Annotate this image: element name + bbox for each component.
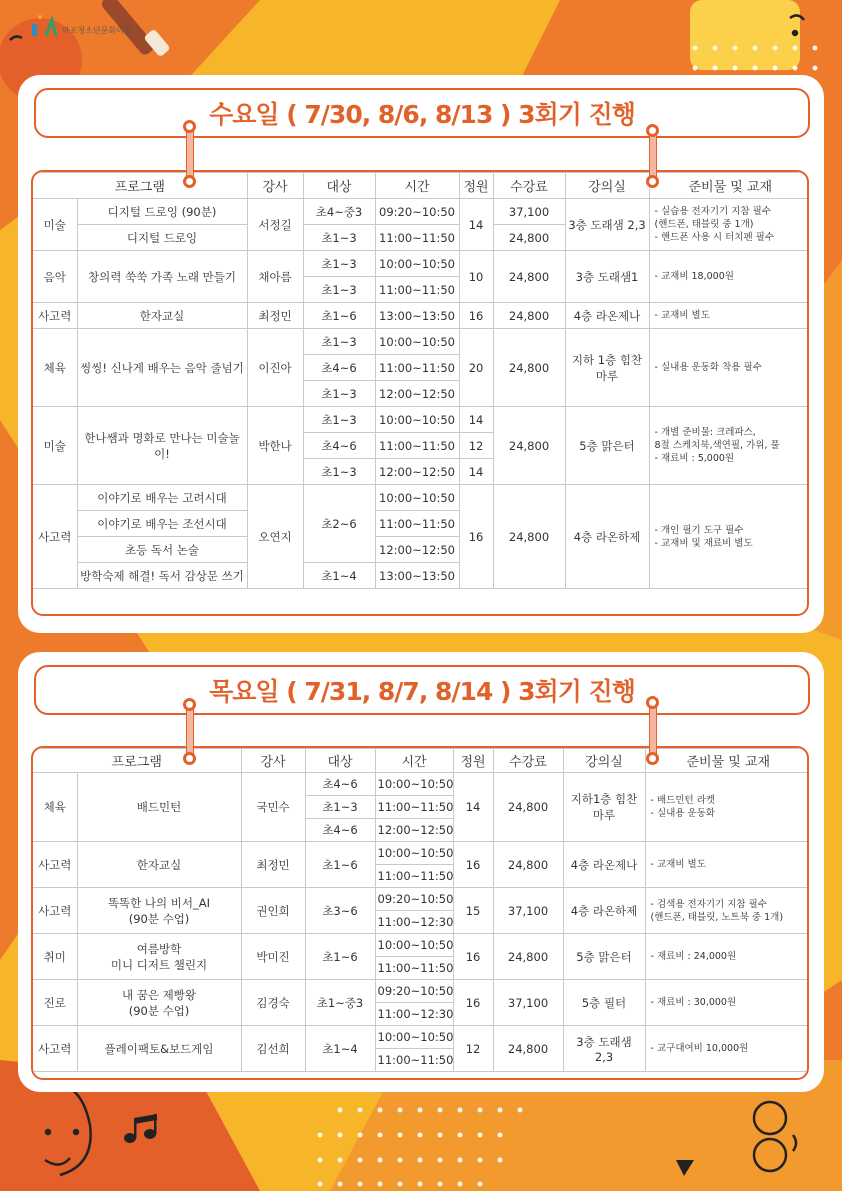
target-cell: 초4~중3: [303, 199, 375, 225]
capacity-cell: 16: [459, 303, 493, 329]
column-header: 강사: [247, 173, 303, 199]
program-cell: 한자교실: [77, 842, 241, 888]
ring-icon: [646, 752, 659, 765]
table-row: [33, 980, 809, 1003]
room-cell: 4층 라온제나: [563, 842, 645, 888]
room-cell: 4층 라온하제: [565, 485, 649, 589]
column-header: 강사: [241, 749, 305, 773]
fee-cell: 24,800: [493, 934, 563, 980]
fee-cell: 24,800: [493, 842, 563, 888]
program-cell: 똑똑한 나의 비서_AI (90분 수업): [77, 888, 241, 934]
triangle-doodle: [676, 1160, 694, 1176]
fee-cell: 24,800: [493, 329, 565, 407]
time-cell: 11:00~11:50: [375, 957, 453, 980]
program-cell: 디지털 드로잉: [77, 225, 247, 251]
fee-cell: 24,800: [493, 1026, 563, 1072]
ring-icon: [646, 696, 659, 709]
fee-cell: 37,100: [493, 888, 563, 934]
connector: [186, 706, 194, 754]
table-row: [33, 329, 809, 355]
materials-cell: - 실습용 전자기기 지참 필수 (핸드폰, 태블릿 중 1개) - 핸드폰 사용 시 터치펜 필수: [649, 199, 809, 251]
column-header: 준비물 및 교재: [649, 173, 809, 199]
capacity-cell: 16: [453, 842, 493, 888]
ring-icon: [183, 175, 196, 188]
room-cell: 4층 라온제나: [565, 303, 649, 329]
column-header: 수강료: [493, 173, 565, 199]
time-cell: 11:00~11:50: [375, 511, 459, 537]
instructor-cell: 박한나: [247, 407, 303, 485]
instructor-cell: 최정민: [247, 303, 303, 329]
column-header: 프로그램: [33, 173, 247, 199]
program-cell: 초등 독서 논술: [77, 537, 247, 563]
table-row: [33, 199, 809, 225]
capacity-cell: 12: [453, 1026, 493, 1072]
ring-icon: [183, 120, 196, 133]
materials-cell: - 배드민턴 라켓 - 실내용 운동화: [645, 773, 809, 842]
room-cell: 5층 맑은터: [563, 934, 645, 980]
capacity-cell: 10: [459, 251, 493, 303]
column-header: 강의실: [565, 173, 649, 199]
category-cell: 사고력: [33, 485, 77, 589]
time-cell: 10:00~10:50: [375, 251, 459, 277]
target-cell: 초1~3: [303, 251, 375, 277]
time-cell: 10:00~10:50: [375, 407, 459, 433]
instructor-cell: 국민수: [241, 773, 305, 842]
room-cell: 5층 필터: [563, 980, 645, 1026]
instructor-cell: 박미진: [241, 934, 305, 980]
room-cell: 4층 라온하제: [563, 888, 645, 934]
materials-cell: - 개인 필기 도구 필수 - 교재비 및 재료비 별도: [649, 485, 809, 589]
capacity-cell: 20: [459, 329, 493, 407]
target-cell: 초1~3: [303, 381, 375, 407]
target-cell: 초1~3: [303, 225, 375, 251]
room-cell: 3층 도래샘 2,3: [565, 199, 649, 251]
materials-cell: - 교재비 별도: [649, 303, 809, 329]
room-cell: 3층 도래샘 2,3: [563, 1026, 645, 1072]
table-row: [33, 888, 809, 911]
org-logo: [30, 14, 132, 38]
program-cell: 방학숙제 해결! 독서 감상문 쓰기: [77, 563, 247, 589]
category-cell: 사고력: [33, 842, 77, 888]
column-header: 수강료: [493, 749, 563, 773]
room-cell: 3층 도래샘1: [565, 251, 649, 303]
time-cell: 11:00~11:50: [375, 225, 459, 251]
program-cell: 한자교실: [77, 303, 247, 329]
time-cell: 11:00~11:50: [375, 355, 459, 381]
wednesday-table-frame: [31, 170, 809, 616]
thursday-title-box: [34, 665, 810, 715]
table-row: [33, 934, 809, 957]
table-row: [33, 485, 809, 511]
target-cell: 초1~4: [305, 1026, 375, 1072]
wednesday-title-box: [34, 88, 810, 138]
ring-icon: [183, 698, 196, 711]
target-cell: 초1~3: [303, 329, 375, 355]
program-cell: 한나쌤과 명화로 만나는 미술놀이!: [77, 407, 247, 485]
program-cell: 플레이팩토&보드게임: [77, 1026, 241, 1072]
music-note-icon: [124, 1114, 157, 1143]
time-cell: 11:00~12:30: [375, 1003, 453, 1026]
room-cell: 지하1층 힘찬마루: [563, 773, 645, 842]
fee-cell: 37,100: [493, 199, 565, 225]
time-cell: 11:00~11:50: [375, 796, 453, 819]
materials-cell: - 재료비 : 30,000원: [645, 980, 809, 1026]
logo-mark-icon: [30, 14, 58, 38]
table-row: [33, 303, 809, 329]
category-cell: 사고력: [33, 1026, 77, 1072]
capacity-cell: 14: [459, 459, 493, 485]
materials-cell: - 실내용 운동화 착용 필수: [649, 329, 809, 407]
capacity-cell: 12: [459, 433, 493, 459]
category-cell: 사고력: [33, 303, 77, 329]
org-name: 마포청소년문화의집: [62, 26, 132, 35]
time-cell: 10:00~10:50: [375, 329, 459, 355]
time-cell: 13:00~13:50: [375, 303, 459, 329]
capacity-cell: 15: [453, 888, 493, 934]
target-cell: 초4~6: [303, 355, 375, 381]
program-cell: 디지털 드로잉 (90분): [77, 199, 247, 225]
fee-cell: 24,800: [493, 251, 565, 303]
fee-cell: 24,800: [493, 485, 565, 589]
thursday-table-frame: [31, 746, 809, 1080]
fee-cell: 24,800: [493, 225, 565, 251]
time-cell: 12:00~12:50: [375, 459, 459, 485]
materials-cell: - 교재비 별도: [645, 842, 809, 888]
target-cell: 초1~3: [305, 796, 375, 819]
materials-cell: - 재료비 : 24,000원: [645, 934, 809, 980]
table-row: [33, 251, 809, 277]
ring-icon: [646, 124, 659, 137]
instructor-cell: 김선희: [241, 1026, 305, 1072]
program-cell: 여름방학 미니 디저트 챌린지: [77, 934, 241, 980]
target-cell: 초3~6: [305, 888, 375, 934]
capacity-cell: 14: [453, 773, 493, 842]
column-header: 강의실: [563, 749, 645, 773]
column-header: 대상: [303, 173, 375, 199]
time-cell: 10:00~10:50: [375, 1026, 453, 1049]
category-cell: 미술: [33, 407, 77, 485]
materials-cell: - 개별 준비물: 크레파스, 8절 스케치북,색연필, 가위, 풀 - 재료비 : 5,000원: [649, 407, 809, 485]
time-cell: 09:20~10:50: [375, 980, 453, 1003]
time-cell: 09:20~10:50: [375, 199, 459, 225]
thursday-title: 목요일 ( 7/31, 8/7, 8/14 ) 3회기 진행: [209, 677, 635, 706]
target-cell: 초1~3: [303, 407, 375, 433]
program-cell: 이야기로 배우는 조선시대: [77, 511, 247, 537]
materials-cell: - 교재비 18,000원: [649, 251, 809, 303]
target-cell: 초1~중3: [305, 980, 375, 1026]
time-cell: 13:00~13:50: [375, 563, 459, 589]
column-header: 정원: [453, 749, 493, 773]
instructor-cell: 오연지: [247, 485, 303, 589]
column-header: 준비물 및 교재: [645, 749, 809, 773]
target-cell: 초1~3: [303, 277, 375, 303]
column-header: 시간: [375, 173, 459, 199]
capacity-cell: 16: [453, 934, 493, 980]
target-cell: 초1~4: [303, 563, 375, 589]
fee-cell: 24,800: [493, 773, 563, 842]
fee-cell: 24,800: [493, 303, 565, 329]
table-row: [33, 842, 809, 865]
target-cell: 초1~6: [305, 934, 375, 980]
capacity-cell: 16: [453, 980, 493, 1026]
column-header: 대상: [305, 749, 375, 773]
target-cell: 초4~6: [305, 819, 375, 842]
wednesday-title: 수요일 ( 7/30, 8/6, 8/13 ) 3회기 진행: [209, 100, 635, 129]
category-cell: 미술: [33, 199, 77, 251]
table-row: [33, 1026, 809, 1049]
time-cell: 10:00~10:50: [375, 842, 453, 865]
time-cell: 11:00~11:50: [375, 1049, 453, 1072]
materials-cell: - 검색용 전자기기 지참 필수 (핸드폰, 태블릿, 노트북 중 1개): [645, 888, 809, 934]
time-cell: 10:00~10:50: [375, 485, 459, 511]
instructor-cell: 권인희: [241, 888, 305, 934]
column-header: 프로그램: [33, 749, 241, 773]
program-cell: 이야기로 배우는 고려시대: [77, 485, 247, 511]
category-cell: 체육: [33, 773, 77, 842]
ring-icon: [183, 752, 196, 765]
column-header: 시간: [375, 749, 453, 773]
program-cell: 창의력 쑥쑥 가족 노래 만들기: [77, 251, 247, 303]
category-cell: 음악: [33, 251, 77, 303]
time-cell: 11:00~11:50: [375, 433, 459, 459]
instructor-cell: 서정길: [247, 199, 303, 251]
target-cell: 초1~6: [305, 842, 375, 888]
program-cell: 내 꿈은 제빵왕 (90분 수업): [77, 980, 241, 1026]
time-cell: 12:00~12:50: [375, 537, 459, 563]
target-cell: 초4~6: [305, 773, 375, 796]
target-cell: 초1~6: [303, 303, 375, 329]
wednesday-schedule-table: [33, 172, 809, 589]
time-cell: 11:00~12:30: [375, 911, 453, 934]
materials-cell: - 교구대여비 10,000원: [645, 1026, 809, 1072]
program-cell: 씽씽! 신나게 배우는 음악 줄넘기: [77, 329, 247, 407]
time-cell: 12:00~12:50: [375, 819, 453, 842]
instructor-cell: 이진아: [247, 329, 303, 407]
table-row: [33, 407, 809, 433]
time-cell: 12:00~12:50: [375, 381, 459, 407]
category-cell: 사고력: [33, 888, 77, 934]
instructor-cell: 최정민: [241, 842, 305, 888]
fee-cell: 37,100: [493, 980, 563, 1026]
capacity-cell: 16: [459, 485, 493, 589]
room-cell: 5층 맑은터: [565, 407, 649, 485]
category-cell: 체육: [33, 329, 77, 407]
table-row: [33, 773, 809, 796]
target-cell: 초4~6: [303, 433, 375, 459]
ring-icon: [646, 175, 659, 188]
time-cell: 11:00~11:50: [375, 865, 453, 888]
thursday-schedule-table: [33, 748, 809, 1072]
capacity-cell: 14: [459, 407, 493, 433]
time-cell: 10:00~10:50: [375, 934, 453, 957]
connector: [649, 130, 657, 178]
target-cell: 초2~6: [303, 485, 375, 563]
category-cell: 취미: [33, 934, 77, 980]
instructor-cell: 채아름: [247, 251, 303, 303]
time-cell: 10:00~10:50: [375, 773, 453, 796]
capacity-cell: 14: [459, 199, 493, 251]
category-cell: 진로: [33, 980, 77, 1026]
program-cell: 배드민턴: [77, 773, 241, 842]
fee-cell: 24,800: [493, 407, 565, 485]
time-cell: 11:00~11:50: [375, 277, 459, 303]
target-cell: 초1~3: [303, 459, 375, 485]
time-cell: 09:20~10:50: [375, 888, 453, 911]
connector: [186, 130, 194, 178]
instructor-cell: 김경숙: [241, 980, 305, 1026]
room-cell: 지하 1층 힘찬마루: [565, 329, 649, 407]
connector: [649, 706, 657, 754]
column-header: 정원: [459, 173, 493, 199]
